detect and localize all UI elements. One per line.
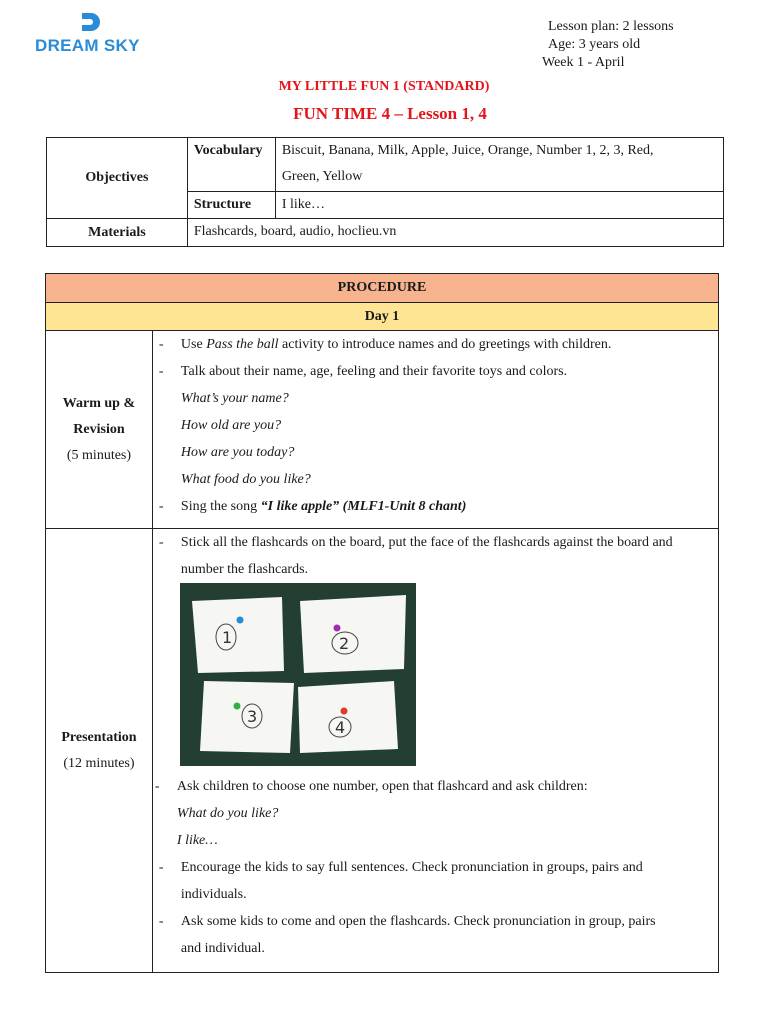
vocabulary-value <box>275 138 723 192</box>
warmup-title: Revision <box>73 421 125 437</box>
question-line: What do you like? <box>176 806 279 821</box>
presentation-title: Presentation <box>61 729 137 745</box>
week-info: Week 1 - April <box>542 55 625 70</box>
warmup-stage <box>46 331 153 529</box>
objectives-table <box>46 137 724 247</box>
vocabulary-line: Green, Yellow <box>281 169 363 184</box>
flashcard-2 <box>300 595 406 673</box>
presentation-duration: (12 minutes) <box>63 755 135 771</box>
question-line: How old are you? <box>180 418 282 433</box>
materials-value: Flashcards, board, audio, hoclieu.vn <box>187 219 723 247</box>
day-header: Day 1 <box>46 303 719 331</box>
flashcard-4 <box>298 681 398 753</box>
flashcard-number: 1 <box>221 628 233 647</box>
age-info: Age: 3 years old <box>548 37 641 52</box>
lesson-plan-info: Lesson plan: 2 lessons <box>548 19 674 34</box>
flashcard-number: 3 <box>246 707 258 726</box>
vocabulary-line: Biscuit, Banana, Milk, Apple, Juice, Orange, Number 1, 2, 3, Red, <box>281 143 654 158</box>
structure-label: Structure <box>187 192 275 219</box>
warmup-title: Warm up & <box>62 395 136 411</box>
question-line: What’s your name? <box>180 391 289 406</box>
flashcard-number: 4 <box>334 718 346 737</box>
list-item-continuation: number the flashcards. <box>180 562 309 577</box>
list-item: - Ask children to choose one number, open that flashcard and ask children: <box>154 779 588 794</box>
flashcards-board-photo <box>180 583 416 766</box>
flashcard-1 <box>192 597 284 673</box>
list-item: - Talk about their name, age, feeling and their favorite toys and colors. <box>158 364 568 379</box>
question-line: I like… <box>176 833 218 848</box>
list-item: - Stick all the flashcards on the board, put the face of the flashcards against the board and <box>158 535 673 550</box>
vocabulary-label: Vocabulary <box>187 138 275 192</box>
flashcard-3 <box>200 681 294 753</box>
question-line: What food do you like? <box>180 472 311 487</box>
list-item: - Use Pass the ball activity to introduce names and do greetings with children. <box>158 337 612 352</box>
presentation-activities <box>152 529 718 973</box>
procedure-table <box>45 273 719 973</box>
page-subtitle: FUN TIME 4 – Lesson 1, 4 <box>293 104 487 123</box>
warmup-duration: (5 minutes) <box>66 447 132 463</box>
flashcards-photo-wrap <box>153 583 718 773</box>
list-item: - Sing the song “I like apple” (MLF1-Unit 8 chant) <box>158 499 467 514</box>
question-line: How are you today? <box>180 445 295 460</box>
page-title: MY LITTLE FUN 1 (STANDARD) <box>278 79 490 94</box>
materials-label: Materials <box>47 219 188 247</box>
list-item-continuation: individuals. <box>180 887 247 902</box>
structure-value: I like… <box>275 192 723 219</box>
list-item: - Ask some kids to come and open the flashcards. Check pronunciation in group, pairs <box>158 914 656 929</box>
presentation-stage <box>46 529 153 973</box>
objectives-label: Objectives <box>47 138 188 219</box>
brand-logo <box>35 10 155 60</box>
flashcard-number: 2 <box>338 634 350 653</box>
list-item: - Encourage the kids to say full sentences. Check pronunciation in groups, pairs and <box>158 860 643 875</box>
warmup-activities <box>152 331 718 529</box>
dream-sky-logo-icon <box>79 10 103 34</box>
procedure-header: PROCEDURE <box>46 274 719 303</box>
list-item-continuation: and individual. <box>180 941 265 956</box>
brand-name: DREAM SKY <box>35 36 140 55</box>
